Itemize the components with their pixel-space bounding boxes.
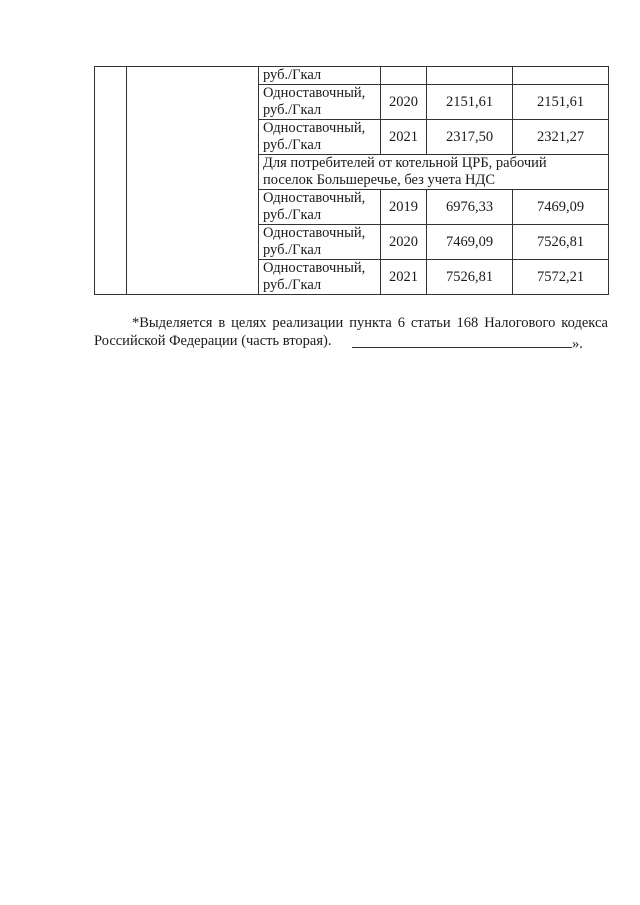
- tariff-kind-cell: Одноставочный, руб./Гкал: [259, 225, 381, 260]
- year-cell: 2020: [381, 85, 427, 120]
- tariff-kind-cell: Одноставочный, руб./Гкал: [259, 85, 381, 120]
- signature-rule: [352, 334, 572, 348]
- number-cell: [95, 67, 127, 295]
- table-row: [95, 67, 609, 85]
- organization-cell: [127, 67, 259, 295]
- year-cell: 2021: [381, 260, 427, 295]
- value-cell-1: 2317,50: [427, 120, 513, 155]
- year-cell: [381, 67, 427, 85]
- value-cell-2: 7572,21: [513, 260, 609, 295]
- tariff-kind-cell: Одноставочный, руб./Гкал: [259, 260, 381, 295]
- tariff-kind-cell: руб./Гкал: [259, 67, 381, 85]
- year-cell: 2020: [381, 225, 427, 260]
- closing-line: [352, 334, 583, 353]
- consumer-group-heading: Для потребителей от котельной ЦРБ, рабочий поселок Большеречье, без учета НДС: [259, 155, 609, 190]
- tariff-kind-cell: Одноставочный, руб./Гкал: [259, 120, 381, 155]
- year-cell: 2019: [381, 190, 427, 225]
- value-cell-2: 7469,09: [513, 190, 609, 225]
- value-cell-2: 2151,61: [513, 85, 609, 120]
- value-cell-1: 2151,61: [427, 85, 513, 120]
- value-cell-2: 2321,27: [513, 120, 609, 155]
- value-cell-1: 7469,09: [427, 225, 513, 260]
- value-cell-1: 7526,81: [427, 260, 513, 295]
- footnote: *Выделяется в целях реализации пункта 6 статьи 168 Налогового кодекса Российской Федерации (часть вторая).: [94, 314, 608, 349]
- value-cell-1: 6976,33: [427, 190, 513, 225]
- tariff-kind-cell: Одноставочный, руб./Гкал: [259, 190, 381, 225]
- value-cell-2: 7526,81: [513, 225, 609, 260]
- closing-quote: ».: [572, 336, 583, 352]
- value-cell-2: [513, 67, 609, 85]
- year-cell: 2021: [381, 120, 427, 155]
- tariff-table: [94, 66, 609, 295]
- value-cell-1: [427, 67, 513, 85]
